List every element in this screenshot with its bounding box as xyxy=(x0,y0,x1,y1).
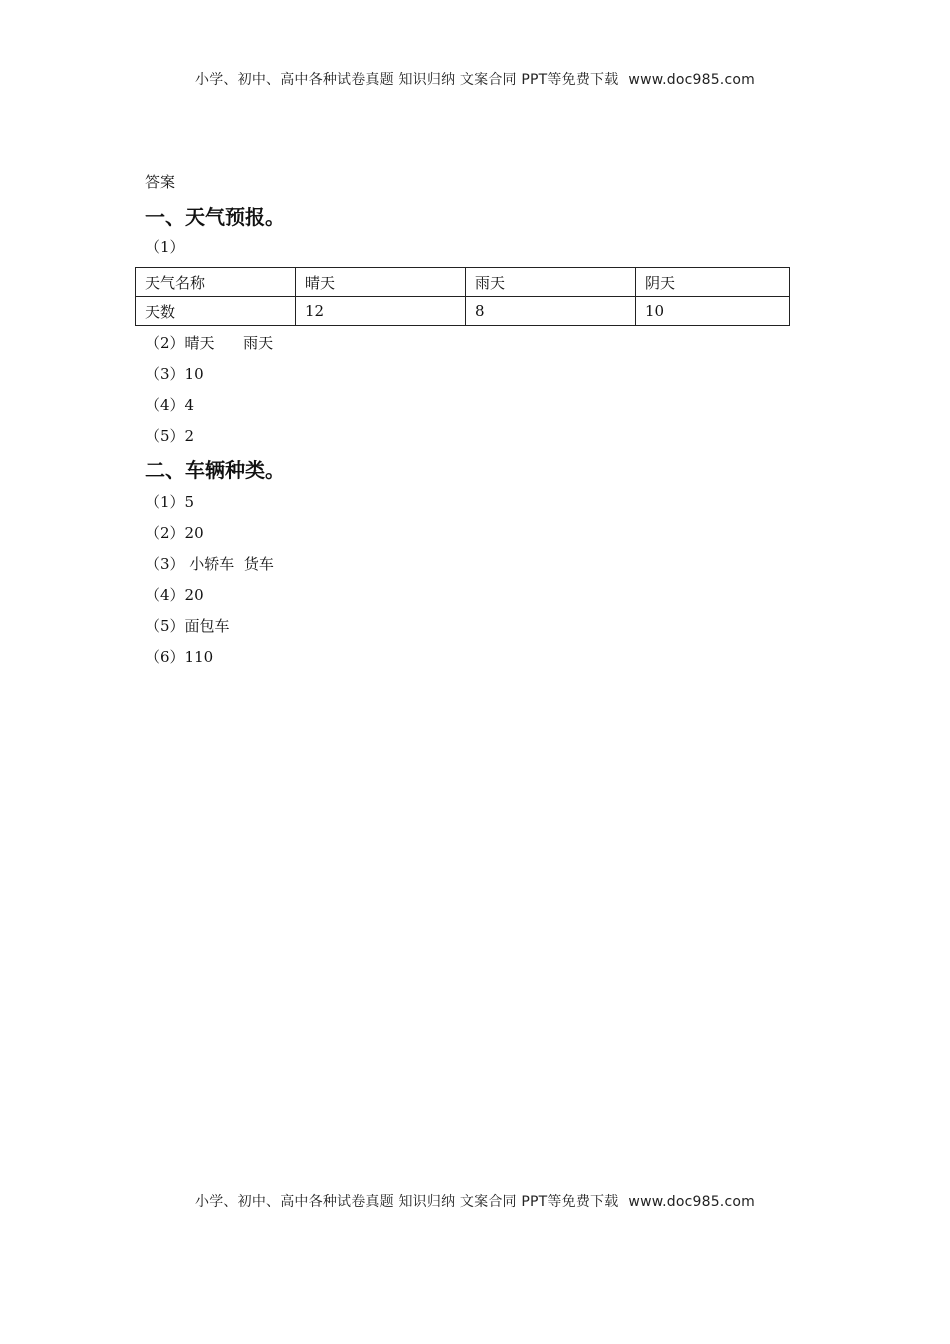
section1-q1-label: （1） xyxy=(145,238,185,256)
table-cell: 阴天 xyxy=(636,268,790,297)
page-header xyxy=(0,69,950,89)
table-cell: 天数 xyxy=(136,297,296,326)
page-footer xyxy=(0,1191,950,1211)
table-cell: 天气名称 xyxy=(136,268,296,297)
document-body xyxy=(145,171,790,673)
table-cell: 10 xyxy=(636,297,790,326)
table-cell: 8 xyxy=(466,297,636,326)
answer-line: （3）10 xyxy=(145,365,204,383)
section1-title: 一、天气预报。 xyxy=(145,205,285,229)
header-url: www.doc985.com xyxy=(628,72,755,88)
table-row xyxy=(136,297,790,326)
table-cell: 晴天 xyxy=(296,268,466,297)
weather-table xyxy=(135,267,790,326)
answer-line: （1）5 xyxy=(145,493,195,511)
answer-label: 答案 xyxy=(145,173,176,191)
footer-text: 小学、初中、高中各种试卷真题 知识归纳 文案合同 PPT等免费下载 xyxy=(195,1194,619,1210)
answer-line: （4）20 xyxy=(145,586,204,604)
table-row xyxy=(136,268,790,297)
answer-line: （2）20 xyxy=(145,524,204,542)
answer-line: （5）2 xyxy=(145,427,195,445)
table-cell: 12 xyxy=(296,297,466,326)
section2-title: 二、车辆种类。 xyxy=(145,458,285,482)
answer-line: （3） 小轿车 货车 xyxy=(145,555,274,573)
answer-line: （2）晴天 雨天 xyxy=(145,334,274,352)
footer-url: www.doc985.com xyxy=(628,1194,755,1210)
table-cell: 雨天 xyxy=(466,268,636,297)
answer-line: （5）面包车 xyxy=(145,617,230,635)
header-text: 小学、初中、高中各种试卷真题 知识归纳 文案合同 PPT等免费下载 xyxy=(195,72,619,88)
answer-line: （6）110 xyxy=(145,648,214,666)
answer-line: （4）4 xyxy=(145,396,195,414)
